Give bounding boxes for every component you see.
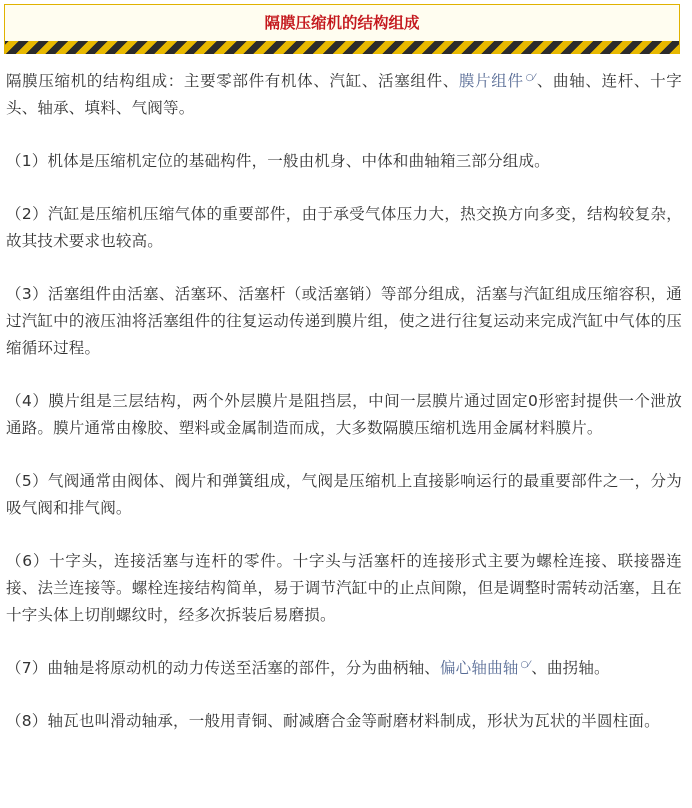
diaphragm-assembly-link[interactable]: 膜片组件 (458, 72, 524, 90)
paragraph-6-crosshead: （6）十字头，连接活塞与连杆的零件。十字头与活塞杆的连接形式主要为螺栓连接、联接器连接、法兰连接等。螺栓连接结构简单，易于调节汽缸中的止点间隙，但是调整时需转动活塞，且在十字头体上切削螺纹时，经多次拆装后易磨损。 (6, 552, 682, 624)
paragraph-4-diaphragm: （4）膜片组是三层结构，两个外层膜片是阻挡层，中间一层膜片通过固定0形密封提供一个泄放通路。膜片通常由橡胶、塑料或金属制造而成，大多数隔膜压缩机选用金属材料膜片。 (6, 392, 682, 437)
paragraph-2-cylinder: （2）汽缸是压缩机压缩气体的重要部件，由于承受气体压力大，热交换方向多变，结构较复杂，故其技术要求也较高。 (6, 205, 682, 250)
paragraph-8-bearing: （8）轴瓦也叫滑动轴承，一般用青铜、耐减磨合金等耐磨材料制成，形状为瓦状的半圆柱面。 (6, 712, 660, 730)
search-icon[interactable]: ○⁄ (520, 659, 531, 670)
section-banner (4, 4, 680, 54)
paragraph-3-piston: （3）活塞组件由活塞、活塞环、活塞杆（或活塞销）等部分组成，活塞与汽缸组成压缩容积，通过汽缸中的液压油将活塞组件的往复运动传递到膜片组，使之进行往复运动来完成汽缸中气体的压缩循环过程。 (6, 285, 682, 357)
paragraph-intro (6, 68, 682, 122)
hazard-stripe-divider (5, 41, 679, 54)
paragraph-7-crankshaft (6, 655, 682, 682)
section-title: 隔膜压缩机的结构组成 (264, 14, 420, 32)
paragraph-1-frame: （1）机体是压缩机定位的基础构件，一般由机身、中体和曲轴箱三部分组成。 (6, 152, 550, 170)
paragraph-5-valve: （5）气阀通常由阀体、阀片和弹簧组成，气阀是压缩机上直接影响运行的最重要部件之一，分为吸气阀和排气阀。 (6, 472, 682, 517)
eccentric-shaft-link[interactable]: 偏心轴曲轴 (439, 659, 519, 677)
article-body (6, 68, 682, 761)
search-icon[interactable]: ○⁄ (525, 72, 536, 83)
paragraph-text: 、曲拐轴。 (531, 659, 610, 677)
paragraph-text: （7）曲轴是将原动机的动力传送至活塞的部件，分为曲柄轴、 (6, 659, 440, 677)
paragraph-text: 隔膜压缩机的结构组成：主要零部件有机体、汽缸、活塞组件、 (6, 72, 459, 90)
paragraph-text: 、曲轴、连杆、十字头、轴承、填料、气阀等。 (6, 72, 682, 117)
